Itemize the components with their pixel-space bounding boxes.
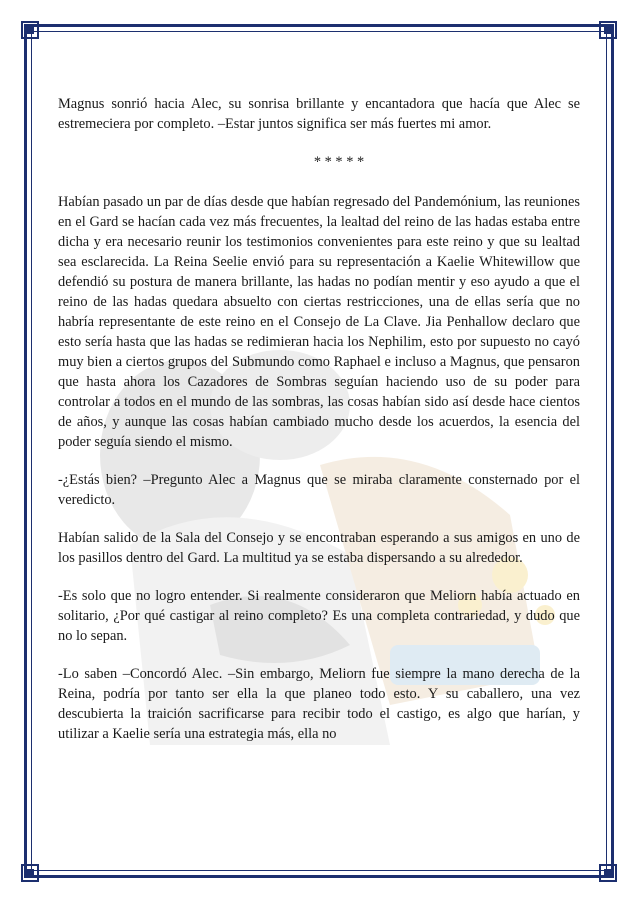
corner-ornament-top-right	[598, 20, 618, 40]
corner-ornament-bottom-left	[20, 863, 40, 883]
paragraph: Habían pasado un par de días desde que habían regresado del Pandemónium, las reuniones en el Gard se hacían cada vez más frecuentes, la lealtad del reino de las hadas estaba entre dicha y era necesario reunir los testimonios convenientes para este reino y que su lealtad sea esclarecida. La Reina Seelie envió para su representación a Kaelie Whitewillow que defendió su postura de manera brillante, las hadas no podían mentir y eso ayudo a que el reino de las hadas quedara absuelto con ciertas restricciones, una de ellas sería que no habría representante de este reino en el Consejo de La Clave. Jia Penhallow declaro que esto sería hasta que las hadas se redimieran hacia los Nephilim, esto por supuesto no cayó muy bien a ciertos grupos del Submundo como Raphael e incluso a Magnus, que pensaron que hasta ahora los Cazadores de Sombras seguían haciendo uso de su poder para controlar a todos en el mundo de las sombras, las cosas habían sido así desde hace cientos de años, y aunque las cosas habían cambiado mucho desde los acuerdos, la esencia del poder seguía siendo el mismo.	[58, 194, 580, 450]
paragraph: -¿Estás bien? –Pregunto Alec a Magnus que se miraba claramente consternado por el veredicto.	[58, 472, 580, 508]
corner-ornament-bottom-right	[598, 863, 618, 883]
section-separator: * * * * *	[313, 154, 365, 170]
body-text	[58, 94, 580, 762]
paragraph: -Lo saben –Concordó Alec. –Sin embargo, Meliorn fue siempre la mano derecha de la Reina, podría por tanto ser ella la que planeo todo esto. Y su caballero, una vez descubierta la traición sacrificarse para recibir todo el castigo, es algo que harían, y utilizar a Kaelie sería una estrategia más, ella no	[58, 666, 580, 742]
paragraph: Magnus sonrió hacia Alec, su sonrisa brillante y encantadora que hacía que Alec se estremeciera por completo. –Estar juntos significa ser más fuertes mi amor.	[58, 96, 580, 132]
paragraph: Habían salido de la Sala del Consejo y se encontraban esperando a sus amigos en uno de los pasillos dentro del Gard. La multitud ya se estaba dispersando a su alrededor.	[58, 530, 580, 566]
paragraph: -Es solo que no logro entender. Si realmente consideraron que Meliorn había actuado en solitario, ¿Por qué castigar al reino completo? Es una completa contrariedad, y dudo que no lo sepan.	[58, 588, 580, 644]
corner-ornament-top-left	[20, 20, 40, 40]
